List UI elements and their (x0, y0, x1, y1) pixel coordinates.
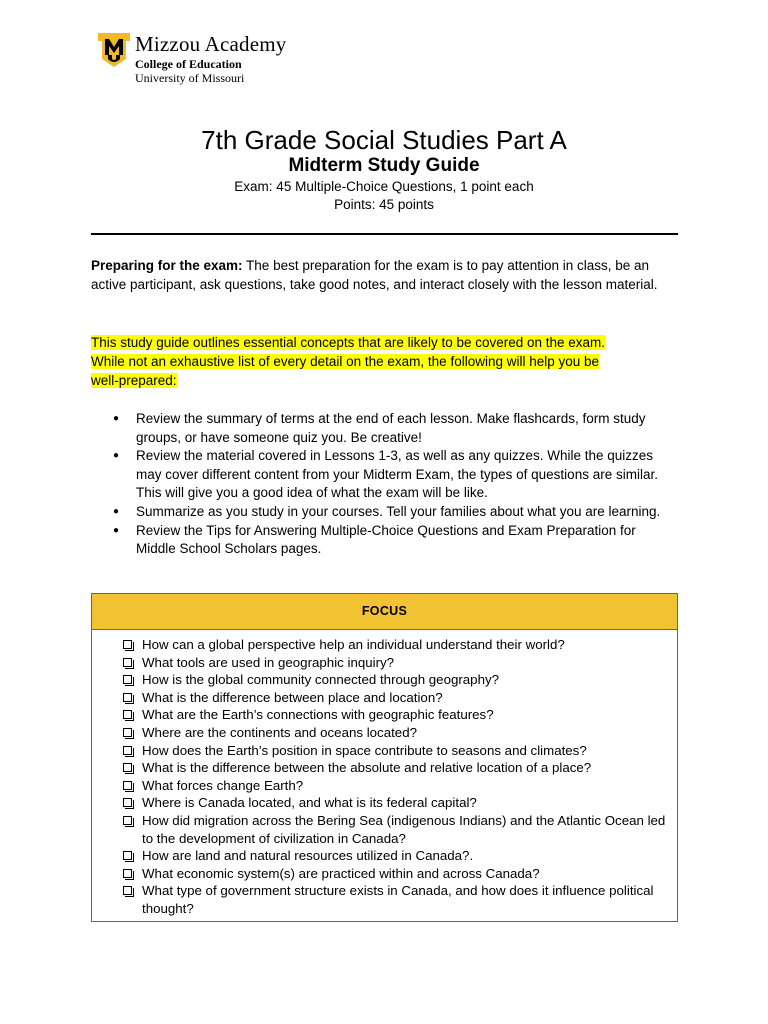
checkbox-icon (123, 869, 132, 878)
checkbox-icon (123, 816, 132, 825)
focus-item: What are the Earth’s connections with geographic features? (92, 706, 679, 724)
focus-heading: FOCUS (92, 594, 677, 630)
focus-list (92, 636, 679, 918)
highlight-line: well-prepared: (91, 373, 177, 388)
focus-item: How does the Earth’s position in space contribute to seasons and climates? (92, 742, 679, 760)
mizzou-mu-icon (98, 33, 130, 67)
logo-college: College of Education (135, 57, 242, 71)
divider (91, 233, 678, 235)
points-info: Points: 45 points (334, 197, 434, 212)
checkbox-icon (123, 693, 132, 702)
checkbox-icon (123, 710, 132, 719)
list-item: ● Summarize as you study in your courses. Tell your families about what you are learning. (91, 503, 661, 522)
checkbox-icon (123, 746, 132, 755)
checkbox-icon (123, 763, 132, 772)
bullet-icon: ● (113, 524, 120, 536)
focus-item: Where is Canada located, and what is its federal capital? (92, 794, 679, 812)
page-subtitle: Midterm Study Guide (288, 155, 480, 176)
checkbox-icon (123, 728, 132, 737)
bullet-icon: ● (113, 450, 120, 462)
prep-paragraph (91, 256, 661, 294)
focus-item: What is the difference between the absolute and relative location of a place? (92, 759, 679, 777)
exam-info: Exam: 45 Multiple-Choice Questions, 1 point each (234, 179, 534, 194)
focus-item: What forces change Earth? (92, 777, 679, 795)
focus-item: How is the global community connected through geography? (92, 671, 679, 689)
list-item: ● Review the material covered in Lessons 1-3, as well as any quizzes. While the quizzes may cover different content from your Midterm Exam, the types of questions are similar. This will give you a good idea of what the exam will be like. (113, 448, 658, 501)
focus-item: Where are the continents and oceans located? (92, 724, 679, 742)
list-item: ● Review the Tips for Answering Multiple-Choice Questions and Exam Preparation for Middle School Scholars pages. (113, 522, 636, 557)
checkbox-icon (123, 781, 132, 790)
focus-item: What is the difference between place and location? (92, 689, 679, 707)
prep-label: Preparing for the exam: (91, 258, 243, 273)
focus-item: How can a global perspective help an individual understand their world? (92, 636, 679, 654)
checkbox-icon (123, 640, 132, 649)
bullet-icon: ● (113, 413, 120, 424)
checkbox-icon (123, 886, 132, 895)
focus-item: How did migration across the Bering Sea (indigenous Indians) and the Atlantic Ocean led to the development of civilization in Canada? (92, 812, 679, 847)
highlight-line: This study guide outlines essential concepts that are likely to be covered on the exam. (91, 335, 606, 350)
focus-item: What tools are used in geographic inquiry? (92, 654, 679, 672)
focus-item: How are land and natural resources utilized in Canada?. (92, 847, 679, 865)
list-item: ● Review the summary of terms at the end of each lesson. Make flashcards, form study groups, or have someone quiz you. Be creative! (113, 411, 646, 445)
tips-list (91, 410, 661, 559)
logo-university: University of Missouri (135, 71, 245, 85)
prep-text: The best preparation for the exam is to pay attention in class, be an active participant, ask questions, take good notes, and interact closely with the lesson material. (91, 258, 658, 292)
page-title: 7th Grade Social Studies Part A (201, 125, 567, 155)
highlight-line: While not an exhaustive list of every detail on the exam, the following will help you be (91, 354, 600, 369)
checkbox-icon (123, 851, 132, 860)
focus-table (91, 593, 678, 922)
logo-name: Mizzou Academy (135, 32, 287, 56)
checkbox-icon (123, 675, 132, 684)
checkbox-icon (123, 798, 132, 807)
bullet-icon: ● (113, 505, 120, 517)
focus-item: What economic system(s) are practiced within and across Canada? (92, 865, 679, 883)
checkbox-icon (123, 658, 132, 667)
focus-item: What type of government structure exists in Canada, and how does it influence political thought? (92, 882, 679, 917)
highlight-paragraph (91, 333, 661, 390)
